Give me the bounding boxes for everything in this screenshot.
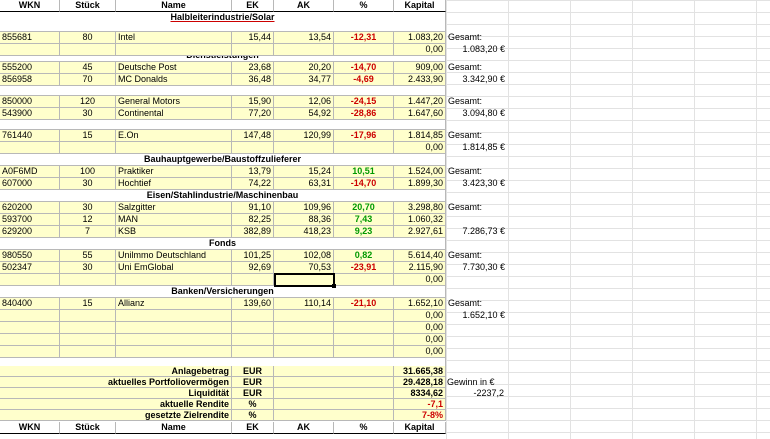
row-0-ek[interactable]: 15,44 xyxy=(232,32,274,44)
row-0-ak[interactable]: 13,54 xyxy=(274,32,334,44)
row-20-wkn[interactable] xyxy=(0,346,60,358)
row-17-name[interactable] xyxy=(116,310,232,322)
row-7-kapital[interactable]: 0,00 xyxy=(394,142,446,154)
row-0-pct[interactable]: -12,31 xyxy=(334,32,394,44)
header-stueck-top: Stück xyxy=(60,0,116,12)
row-9-ak[interactable]: 63,31 xyxy=(274,178,334,190)
gridline xyxy=(446,276,770,277)
row-16-ek[interactable]: 139,60 xyxy=(232,298,274,310)
row-17-kapital[interactable]: 0,00 xyxy=(394,310,446,322)
gesamt-label-6: Gesamt: xyxy=(448,250,483,260)
summary-value-3[interactable]: -7,1 xyxy=(394,399,446,410)
row-4-ek[interactable]: 15,90 xyxy=(232,96,274,108)
row-10-ek[interactable]: 91,10 xyxy=(232,202,274,214)
row-18-name[interactable] xyxy=(116,322,232,334)
row-10-pct[interactable]: 20,70 xyxy=(334,202,394,214)
header-ak-top: AK xyxy=(274,0,334,12)
row-18-ek[interactable] xyxy=(232,322,274,334)
summary-spacer-3[interactable] xyxy=(274,399,394,410)
header-name-top: Name xyxy=(116,0,232,12)
gridline xyxy=(756,0,757,439)
row-11-kapital[interactable]: 1.060,32 xyxy=(394,214,446,226)
row-3-stueck[interactable]: 70 xyxy=(60,74,116,86)
row-20-stueck[interactable] xyxy=(60,346,116,358)
summary-label-3: aktuelle Rendite xyxy=(0,399,232,410)
row-5-ek[interactable]: 77,20 xyxy=(232,108,274,120)
row-20-ak[interactable] xyxy=(274,346,334,358)
row-3-ak[interactable]: 34,77 xyxy=(274,74,334,86)
summary-spacer-2[interactable] xyxy=(274,388,394,399)
row-20-ek[interactable] xyxy=(232,346,274,358)
summary-unit-1: EUR xyxy=(232,377,274,388)
header-stueck-bottom: Stück xyxy=(60,422,116,434)
row-6-wkn[interactable]: 761440 xyxy=(0,130,60,142)
row-10-ak[interactable]: 109,96 xyxy=(274,202,334,214)
gridline xyxy=(446,156,770,157)
row-2-stueck[interactable]: 45 xyxy=(60,62,116,74)
row-3-kapital[interactable]: 2.433,90 xyxy=(394,74,446,86)
gridline xyxy=(446,24,770,25)
row-3-ek[interactable]: 36,48 xyxy=(232,74,274,86)
row-16-kapital[interactable]: 1.652,10 xyxy=(394,298,446,310)
header-kapital-bottom: Kapital xyxy=(394,422,446,434)
row-19-stueck[interactable] xyxy=(60,334,116,346)
gridline xyxy=(446,0,447,439)
summary-label-4: gesetzte Zielrendite xyxy=(0,410,232,421)
gewinn-value: -2237,2 xyxy=(473,388,504,398)
row-16-name[interactable]: Allianz xyxy=(116,298,232,310)
summary-label-1: aktuelles Portfoliovermögen xyxy=(0,377,232,388)
header-ak-bottom: AK xyxy=(274,422,334,434)
row-7-stueck[interactable] xyxy=(60,142,116,154)
row-6-ek[interactable]: 147,48 xyxy=(232,130,274,142)
row-3-pct[interactable]: -4,69 xyxy=(334,74,394,86)
row-19-kapital[interactable]: 0,00 xyxy=(394,334,446,346)
row-9-ek[interactable]: 74,22 xyxy=(232,178,274,190)
summary-spacer-1[interactable] xyxy=(274,377,394,388)
row-9-stueck[interactable]: 30 xyxy=(60,178,116,190)
row-17-stueck[interactable] xyxy=(60,310,116,322)
header-ek-top: EK xyxy=(232,0,274,12)
row-12-stueck[interactable]: 7 xyxy=(60,226,116,238)
summary-unit-2: EUR xyxy=(232,388,274,399)
summary-value-2[interactable]: 8334,62 xyxy=(394,388,446,399)
section-banken: Banken/Versicherungen xyxy=(0,286,446,298)
row-1-kapital[interactable]: 0,00 xyxy=(394,44,446,56)
summary-unit-0: EUR xyxy=(232,366,274,377)
row-19-pct[interactable] xyxy=(334,334,394,346)
row-15-ek[interactable] xyxy=(232,274,274,286)
row-10-wkn[interactable]: 620200 xyxy=(0,202,60,214)
row-4-ak[interactable]: 12,06 xyxy=(274,96,334,108)
section-halbleiter: Halbleiterindustrie/Solar xyxy=(0,12,446,26)
row-11-ak[interactable]: 88,36 xyxy=(274,214,334,226)
gridline xyxy=(446,336,770,337)
row-0-wkn[interactable]: 855681 xyxy=(0,32,60,44)
row-1-name[interactable] xyxy=(116,44,232,56)
row-15-kapital[interactable]: 0,00 xyxy=(394,274,446,286)
row-11-stueck[interactable]: 12 xyxy=(60,214,116,226)
row-18-kapital[interactable]: 0,00 xyxy=(394,322,446,334)
row-2-ek[interactable]: 23,68 xyxy=(232,62,274,74)
fill-handle[interactable] xyxy=(332,284,336,288)
row-0-stueck[interactable]: 80 xyxy=(60,32,116,44)
row-20-pct[interactable] xyxy=(334,346,394,358)
row-1-wkn[interactable] xyxy=(0,44,60,56)
row-6-pct[interactable]: -17,96 xyxy=(334,130,394,142)
gridline xyxy=(446,120,770,121)
gridline xyxy=(446,192,770,193)
row-1-pct[interactable] xyxy=(334,44,394,56)
row-5-name[interactable]: Continental xyxy=(116,108,232,120)
row-6-stueck[interactable]: 15 xyxy=(60,130,116,142)
gesamt-label-2: Gesamt: xyxy=(448,96,483,106)
row-19-wkn[interactable] xyxy=(0,334,60,346)
row-13-ek[interactable]: 101,25 xyxy=(232,250,274,262)
summary-unit-3: % xyxy=(232,399,274,410)
header-name-bottom: Name xyxy=(116,422,232,434)
row-2-pct[interactable]: -14,70 xyxy=(334,62,394,74)
row-7-pct[interactable] xyxy=(334,142,394,154)
row-11-wkn[interactable]: 593700 xyxy=(0,214,60,226)
gesamt-label-0: Gesamt: xyxy=(448,32,483,42)
summary-spacer-4[interactable] xyxy=(274,410,394,421)
row-8-wkn[interactable]: A0F6MD xyxy=(0,166,60,178)
gridline xyxy=(508,0,509,439)
row-17-pct[interactable] xyxy=(334,310,394,322)
summary-value-4[interactable]: 7-8% xyxy=(394,410,446,421)
selected-cell[interactable] xyxy=(274,273,335,287)
row-2-ak[interactable]: 20,20 xyxy=(274,62,334,74)
row-11-pct[interactable]: 7,43 xyxy=(334,214,394,226)
gridline xyxy=(446,216,770,217)
row-11-name[interactable]: MAN xyxy=(116,214,232,226)
row-7-ak[interactable] xyxy=(274,142,334,154)
header-pct-bottom: % xyxy=(334,422,394,434)
row-16-stueck[interactable]: 15 xyxy=(60,298,116,310)
summary-label-0: Anlagebetrag xyxy=(0,366,232,377)
gridline xyxy=(446,288,770,289)
blank-row[interactable] xyxy=(0,86,446,96)
gesamt-value-g1: 1.083,20 € xyxy=(462,44,505,54)
row-11-ek[interactable]: 82,25 xyxy=(232,214,274,226)
row-2-wkn[interactable]: 555200 xyxy=(0,62,60,74)
row-20-name[interactable] xyxy=(116,346,232,358)
row-13-name[interactable]: Unilmmo Deutschland xyxy=(116,250,232,262)
row-9-name[interactable]: Hochtief xyxy=(116,178,232,190)
header-ek-bottom: EK xyxy=(232,422,274,434)
row-16-wkn[interactable]: 840400 xyxy=(0,298,60,310)
gesamt-label-1: Gesamt: xyxy=(448,62,483,72)
row-9-wkn[interactable]: 607000 xyxy=(0,178,60,190)
row-4-name[interactable]: General Motors xyxy=(116,96,232,108)
gesamt-value-g7: 7.730,30 € xyxy=(462,262,505,272)
row-12-pct[interactable]: 9,23 xyxy=(334,226,394,238)
gridline xyxy=(446,324,770,325)
gridline xyxy=(446,420,770,421)
row-13-wkn[interactable]: 980550 xyxy=(0,250,60,262)
row-13-kapital[interactable]: 5.614,40 xyxy=(394,250,446,262)
gewinn-label: Gewinn in € xyxy=(447,377,495,387)
row-6-kapital[interactable]: 1.814,85 xyxy=(394,130,446,142)
row-13-stueck[interactable]: 55 xyxy=(60,250,116,262)
row-15-wkn[interactable] xyxy=(0,274,60,286)
row-5-stueck[interactable]: 30 xyxy=(60,108,116,120)
gridline xyxy=(446,0,770,1)
row-13-ak[interactable]: 102,08 xyxy=(274,250,334,262)
row-14-pct[interactable]: -23,91 xyxy=(334,262,394,274)
gesamt-value-g5: 3.423,30 € xyxy=(462,178,505,188)
row-15-pct[interactable] xyxy=(334,274,394,286)
gesamt-value-g2: 3.342,90 € xyxy=(462,74,505,84)
summary-value-0[interactable]: 31.665,38 xyxy=(394,366,446,377)
row-19-ak[interactable] xyxy=(274,334,334,346)
row-1-ak[interactable] xyxy=(274,44,334,56)
gesamt-label-7: Gesamt: xyxy=(448,298,483,308)
row-18-ak[interactable] xyxy=(274,322,334,334)
row-8-pct[interactable]: 10,51 xyxy=(334,166,394,178)
row-10-name[interactable]: Salzgitter xyxy=(116,202,232,214)
row-14-kapital[interactable]: 2.115,90 xyxy=(394,262,446,274)
row-15-name[interactable] xyxy=(116,274,232,286)
row-2-kapital[interactable]: 909,00 xyxy=(394,62,446,74)
summary-unit-4: % xyxy=(232,410,274,421)
row-14-name[interactable]: Uni EmGlobal xyxy=(116,262,232,274)
row-2-name[interactable]: Deutsche Post xyxy=(116,62,232,74)
row-4-kapital[interactable]: 1.447,20 xyxy=(394,96,446,108)
row-8-stueck[interactable]: 100 xyxy=(60,166,116,178)
row-19-name[interactable] xyxy=(116,334,232,346)
summary-value-1[interactable]: 29.428,18 xyxy=(394,377,446,388)
row-8-ak[interactable]: 15,24 xyxy=(274,166,334,178)
gesamt-value-g3: 3.094,80 € xyxy=(462,108,505,118)
summary-spacer-0[interactable] xyxy=(274,366,394,377)
row-12-kapital[interactable]: 2.927,61 xyxy=(394,226,446,238)
gridline xyxy=(632,0,633,439)
blank-row[interactable] xyxy=(0,24,446,32)
row-16-pct[interactable]: -21,10 xyxy=(334,298,394,310)
row-8-kapital[interactable]: 1.524,00 xyxy=(394,166,446,178)
section-bau: Bauhauptgewerbe/Baustoffzulieferer xyxy=(0,154,446,166)
section-eisen: Eisen/Stahlindustrie/Maschinenbau xyxy=(0,190,446,202)
row-7-ek[interactable] xyxy=(232,142,274,154)
row-0-kapital[interactable]: 1.083,20 xyxy=(394,32,446,44)
row-14-ek[interactable]: 92,69 xyxy=(232,262,274,274)
row-4-pct[interactable]: -24,15 xyxy=(334,96,394,108)
gridline xyxy=(446,348,770,349)
gridline xyxy=(446,240,770,241)
gridline xyxy=(446,60,770,61)
row-12-wkn[interactable]: 629200 xyxy=(0,226,60,238)
row-16-ak[interactable]: 110,14 xyxy=(274,298,334,310)
gridline xyxy=(446,360,770,361)
gridline xyxy=(446,432,770,433)
row-10-kapital[interactable]: 3.298,80 xyxy=(394,202,446,214)
row-3-wkn[interactable]: 856958 xyxy=(0,74,60,86)
row-5-kapital[interactable]: 1.647,60 xyxy=(394,108,446,120)
row-18-stueck[interactable] xyxy=(60,322,116,334)
gridline xyxy=(446,12,770,13)
row-13-pct[interactable]: 0,82 xyxy=(334,250,394,262)
row-12-ak[interactable]: 418,23 xyxy=(274,226,334,238)
gridline xyxy=(570,0,571,439)
row-18-wkn[interactable] xyxy=(0,322,60,334)
row-0-name[interactable]: Intel xyxy=(116,32,232,44)
row-12-ek[interactable]: 382,89 xyxy=(232,226,274,238)
row-15-stueck[interactable] xyxy=(60,274,116,286)
row-5-ak[interactable]: 54,92 xyxy=(274,108,334,120)
header-wkn-bottom: WKN xyxy=(0,422,60,434)
gesamt-value-g6: 7.286,73 € xyxy=(462,226,505,236)
gesamt-label-4: Gesamt: xyxy=(448,166,483,176)
section-fonds: Fonds xyxy=(0,238,446,250)
row-5-pct[interactable]: -28,86 xyxy=(334,108,394,120)
gesamt-value-g8: 1.652,10 € xyxy=(462,310,505,320)
row-1-ek[interactable] xyxy=(232,44,274,56)
row-17-wkn[interactable] xyxy=(0,310,60,322)
row-6-name[interactable]: E.On xyxy=(116,130,232,142)
row-20-kapital[interactable]: 0,00 xyxy=(394,346,446,358)
row-18-pct[interactable] xyxy=(334,322,394,334)
row-14-ak[interactable]: 70,53 xyxy=(274,262,334,274)
row-4-stueck[interactable]: 120 xyxy=(60,96,116,108)
blank-row[interactable] xyxy=(0,120,446,130)
row-8-name[interactable]: Praktiker xyxy=(116,166,232,178)
row-9-pct[interactable]: -14,70 xyxy=(334,178,394,190)
gesamt-label-3: Gesamt: xyxy=(448,130,483,140)
row-10-stueck[interactable]: 30 xyxy=(60,202,116,214)
summary-label-2: Liquidität xyxy=(0,388,232,399)
header-kapital-top: Kapital xyxy=(394,0,446,12)
row-12-name[interactable]: KSB xyxy=(116,226,232,238)
gridline xyxy=(446,372,770,373)
gesamt-value-g4: 1.814,85 € xyxy=(462,142,505,152)
header-pct-top: % xyxy=(334,0,394,12)
row-19-ek[interactable] xyxy=(232,334,274,346)
row-7-wkn[interactable] xyxy=(0,142,60,154)
row-14-stueck[interactable]: 30 xyxy=(60,262,116,274)
row-6-ak[interactable]: 120,99 xyxy=(274,130,334,142)
row-5-wkn[interactable]: 543900 xyxy=(0,108,60,120)
row-3-name[interactable]: MC Donalds xyxy=(116,74,232,86)
row-9-kapital[interactable]: 1.899,30 xyxy=(394,178,446,190)
gesamt-label-5: Gesamt: xyxy=(448,202,483,212)
gridline xyxy=(446,408,770,409)
header-wkn-top: WKN xyxy=(0,0,60,12)
row-1-stueck[interactable] xyxy=(60,44,116,56)
gridline xyxy=(694,0,695,439)
row-14-wkn[interactable]: 502347 xyxy=(0,262,60,274)
row-17-ek[interactable] xyxy=(232,310,274,322)
row-17-ak[interactable] xyxy=(274,310,334,322)
row-8-ek[interactable]: 13,79 xyxy=(232,166,274,178)
row-7-name[interactable] xyxy=(116,142,232,154)
row-4-wkn[interactable]: 850000 xyxy=(0,96,60,108)
